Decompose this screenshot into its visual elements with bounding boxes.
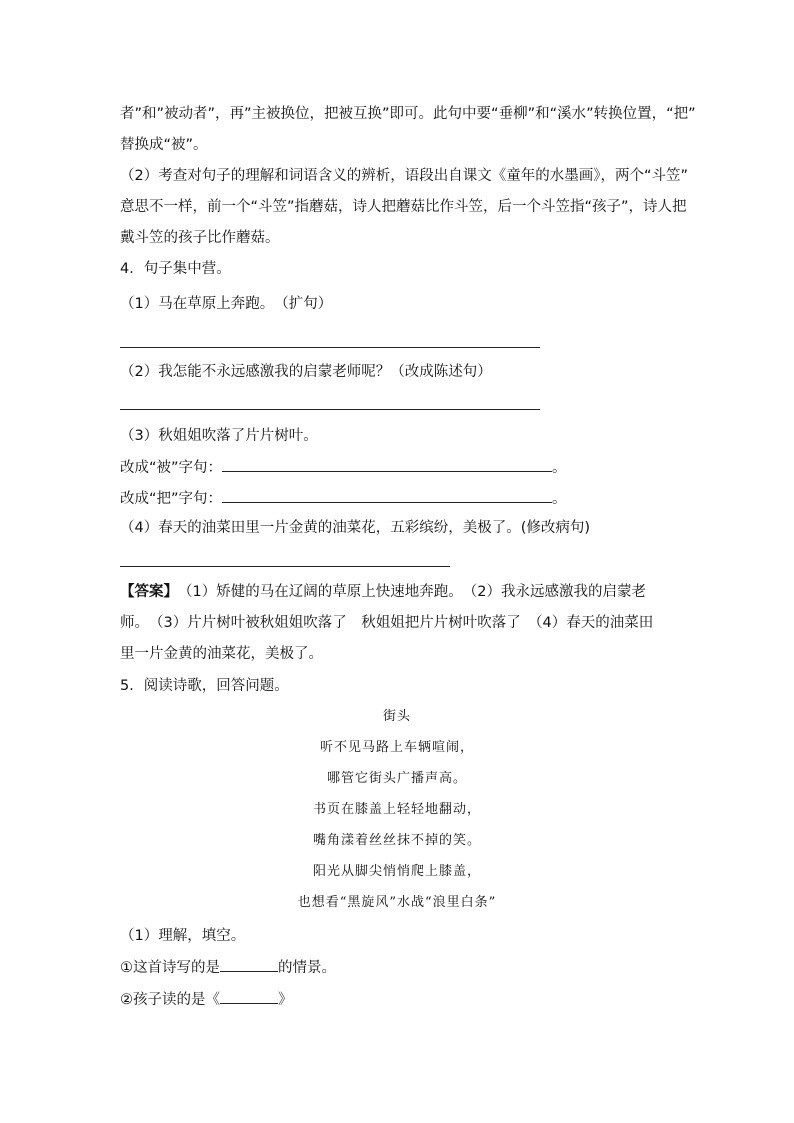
poem-line-1: 听不见马路上车辆喧闹，: [319, 740, 474, 755]
poem-title: 街头: [382, 709, 411, 724]
q5-item-2-blank[interactable]: [220, 989, 278, 1004]
q5-item-2: [120, 989, 293, 1010]
answer-tag: 【答案】: [120, 584, 171, 600]
explanation-line-5: 戴斗笠的孩子比作蘑菇。: [120, 230, 280, 246]
q4-passive-blank[interactable]: [222, 457, 552, 472]
q4-answer-blank-4[interactable]: [120, 566, 450, 567]
answer-line-2: 师。 （3）片片树叶被秋姐姐吹落了 秋姐姐把片片树叶吹落了 （4）春天的油菜田: [120, 615, 654, 631]
poem-line-5: 阳光从脚尖悄悄爬上膝盖，: [312, 864, 481, 879]
answer-line-3: 里一片金黄的油菜花，美极了。: [120, 646, 323, 662]
q5-item-2-suffix: 》: [278, 992, 293, 1008]
q4-ba-row: [120, 488, 567, 509]
explanation-line-4: 意思不一样，前一个“斗笠”指蘑菇，诗人把蘑菇比作斗笠，后一个斗笠指“孩子”，诗人把: [120, 199, 687, 215]
q4-answer-blank-1[interactable]: [120, 347, 540, 348]
poem-line-6: 也想看“黑旋风”水战“浪里白条”: [297, 895, 497, 910]
poem-line-4: 嘴角漾着丝丝抹不掉的笑。: [312, 833, 481, 848]
q4-passive-end: 。: [552, 460, 567, 476]
q4-passive-row: [120, 457, 567, 478]
q4-sentence-2: （2）我怎能不永远感激我的启蒙老师呢？（改成陈述句）: [120, 364, 492, 380]
poem-line-2: 哪管它街头广播声高。: [326, 771, 467, 786]
q5-item-2-prefix: ②孩子读的是《: [120, 992, 220, 1008]
q4-ba-end: 。: [552, 491, 567, 507]
q5-item-1: [120, 957, 336, 978]
explanation-line-2: 替换成“被”。: [120, 137, 208, 153]
q4-passive-label: 改成“被”字句：: [120, 460, 223, 476]
q4-ba-label: 改成“把”字句：: [120, 491, 223, 507]
q5-item-1-suffix: 的情景。: [278, 960, 336, 976]
q5-item-1-prefix: ①这首诗写的是: [120, 960, 220, 976]
q4-sentence-4: （4）春天的油菜田里一片金黄的油菜花，五彩缤纷，美极了。(修改病句): [120, 520, 591, 536]
q4-answer-blank-2[interactable]: [120, 409, 540, 410]
answer-text-1: （1）矫健的马在辽阔的草原上快速地奔跑。 （2）我永远感激我的启蒙老: [170, 584, 646, 600]
question-5-heading: 5．阅读诗歌，回答问题。: [120, 678, 289, 694]
q4-ba-blank[interactable]: [222, 488, 552, 503]
explanation-line-3: （2）考查对句子的理解和词语含义的辨析，语段出自课文《童年的水墨画》，两个“斗笠”: [120, 168, 688, 184]
answer-line-1: [120, 582, 646, 602]
poem-line-3: 书页在膝盖上轻轻地翻动，: [312, 802, 481, 817]
question-4-heading: 4．句子集中营。: [120, 261, 231, 277]
q5-subquestion-1: （1）理解，填空。: [120, 928, 246, 944]
q4-sentence-3: （3）秋姐姐吹落了片片树叶。: [120, 428, 318, 444]
q5-item-1-blank[interactable]: [220, 957, 278, 972]
q4-sentence-1: （1）马在草原上奔跑。 （扩句）: [120, 296, 333, 312]
explanation-line-1: 者”和”被动者”，再”主被换位，把被互换”即可。此句中要“垂柳”和“溪水”转换位置，“把”: [120, 106, 696, 122]
